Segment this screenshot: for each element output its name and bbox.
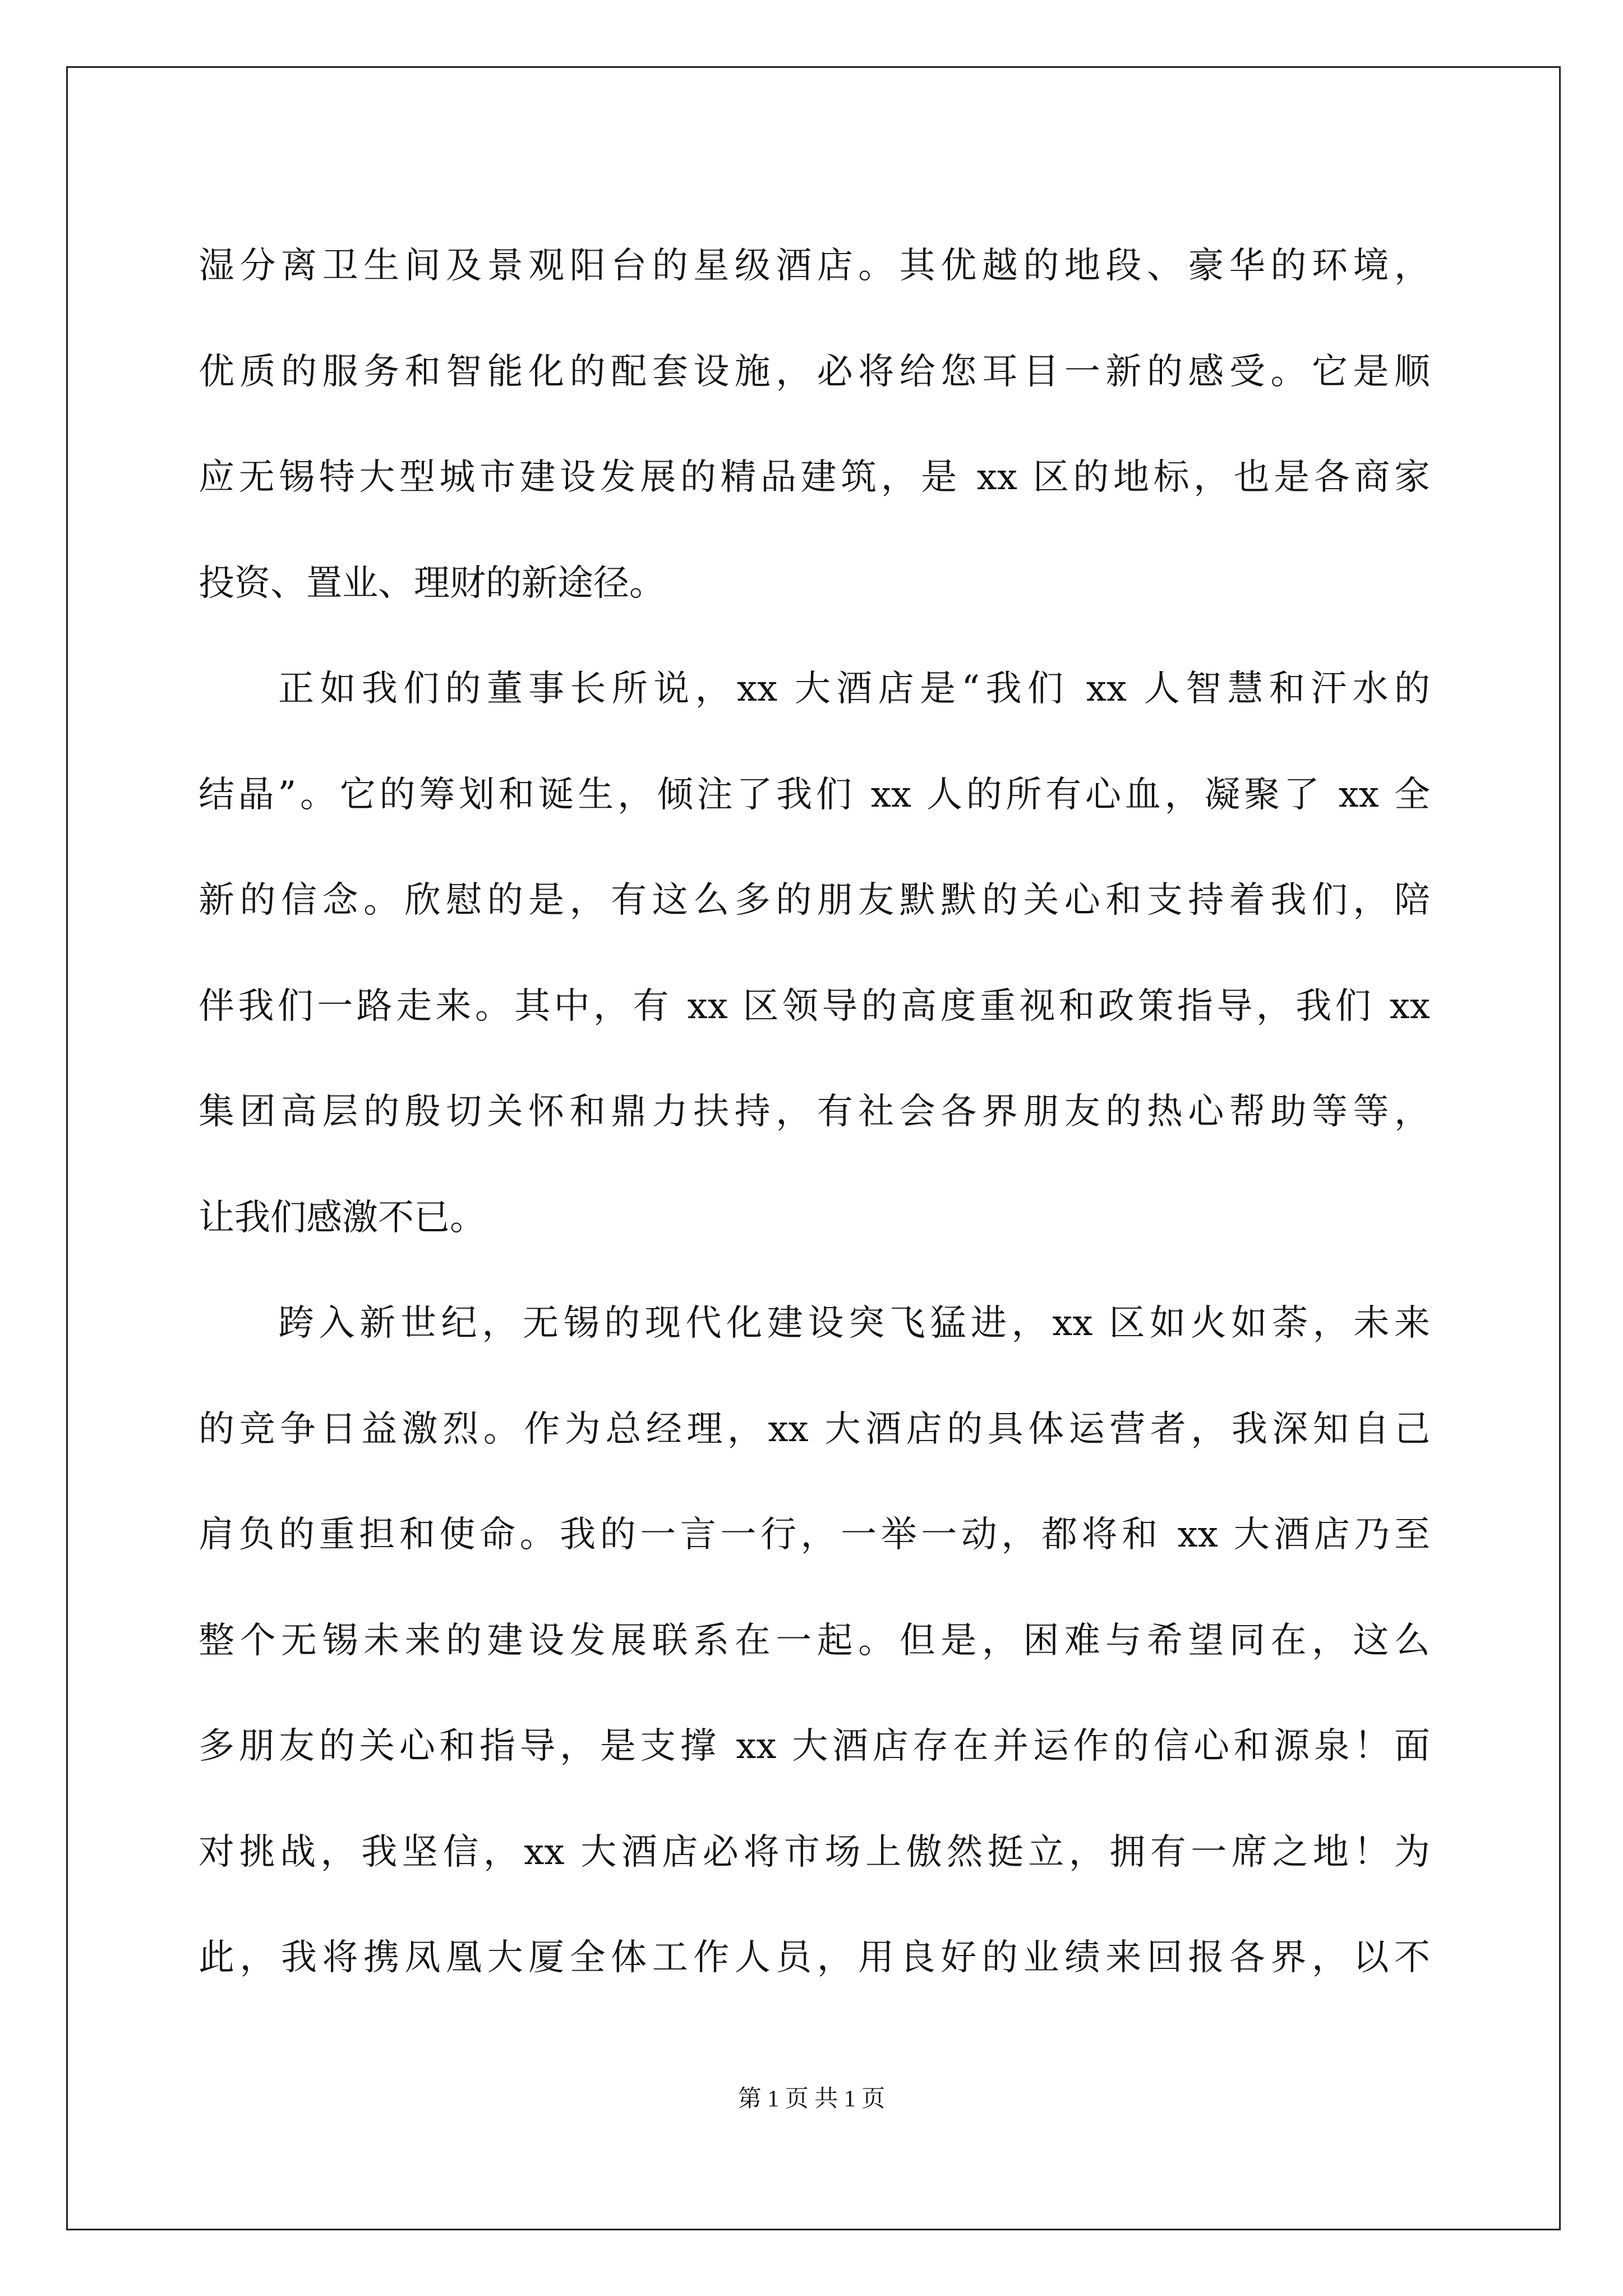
text-line: 整个无锡未来的建设发展联系在一起。但是，困难与希望同在，这么 [199,1619,1430,1662]
text-line: 此，我将携凤凰大厦全体工作人员，用良好的业绩来回报各界，以不 [199,1937,1430,1978]
text-line: 集团高层的殷切关怀和鼎力扶持，有社会各界朋友的热心帮助等等， [199,1091,1430,1133]
text-line: 正如我们的董事长所说，xx 大酒店是“我们 xx 人智慧和汗水的 [278,668,1430,710]
text-line: 跨入新世纪，无锡的现代化建设突飞猛进，xx 区如火如荼，未来 [278,1303,1430,1344]
text-line: 新的信念。欣慰的是，有这么多的朋友默默的关心和支持着我们，陪 [199,880,1430,921]
text-line: 伴我们一路走来。其中，有 xx 区领导的高度重视和政策指导，我们 xx [199,985,1430,1027]
text-line: 优质的服务和智能化的配套设施，必将给您耳目一新的感受。它是顺 [199,351,1430,393]
page-number-footer: 第 1 页 共 1 页 [737,2086,886,2112]
text-line: 对挑战，我坚信，xx 大酒店必将市场上傲然挺立，拥有一席之地！为 [199,1831,1430,1873]
text-line: 肩负的重担和使命。我的一言一行，一举一动，都将和 xx 大酒店乃至 [199,1514,1430,1556]
text-line: 湿分离卫生间及景观阳台的星级酒店。其优越的地段、豪华的环境， [199,245,1430,287]
document-body [199,213,1430,2011]
text-line: 让我们感激不已。 [199,1197,486,1239]
text-line: 应无锡特大型城市建设发展的精品建筑，是 xx 区的地标，也是各商家 [199,457,1430,498]
text-line: 的竞争日益激烈。作为总经理，xx 大酒店的具体运营者，我深知自己 [199,1408,1430,1450]
text-line: 结晶”。它的筹划和诞生，倾注了我们 xx 人的所有心血，凝聚了 xx 全 [199,774,1430,816]
text-line: 投资、置业、理财的新途径。 [199,562,665,604]
text-line: 多朋友的关心和指导，是支撑 xx 大酒店存在并运作的信心和源泉！面 [199,1726,1430,1767]
